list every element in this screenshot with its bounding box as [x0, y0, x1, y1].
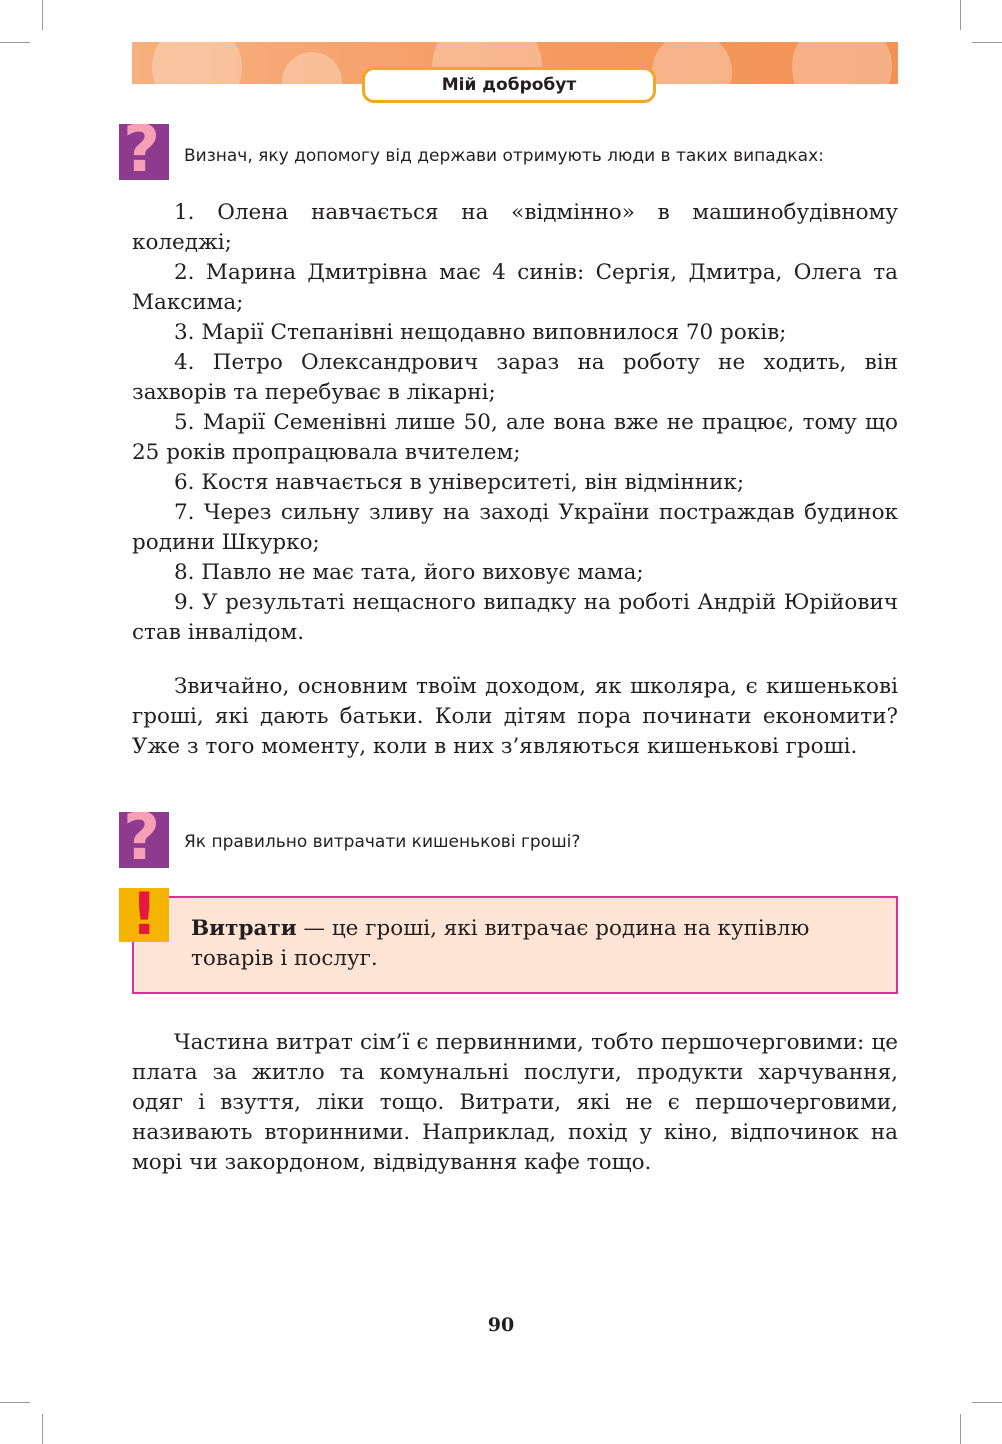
- list-item: 3. Марії Степанівні нещодавно виповнилося 70 років;: [174, 320, 787, 345]
- decor-bubble: [152, 42, 242, 84]
- list-item: 1. Олена навчається на «відмінно» в машинобудівному коледжі;: [132, 200, 898, 255]
- question-mark-icon: ?: [119, 124, 169, 180]
- list-item: 9. У результаті нещасного випадку на роботі Андрій Юрійович став інвалідом.: [132, 590, 898, 645]
- crop-mark: [0, 1402, 30, 1403]
- cases-list: [132, 198, 898, 648]
- list-item: 6. Костя навчається в університеті, він відмінник;: [174, 470, 745, 495]
- body-paragraph: [132, 1028, 898, 1178]
- decor-bubble: [652, 42, 732, 84]
- exclamation-icon: !: [119, 888, 169, 942]
- definition-box: [132, 896, 898, 994]
- definition-body: — це гроші, які витрачає родина на купівлю товарів і послуг.: [191, 916, 810, 971]
- body-paragraph: [132, 672, 898, 762]
- list-item: 2. Марина Дмитрівна має 4 синів: Сергія, Дмитра, Олега та Максима;: [132, 260, 898, 315]
- crop-mark: [42, 0, 43, 30]
- section-title: Мій добробут: [362, 67, 656, 103]
- paragraph-text: Частина витрат сім’ї є первинними, тобто першочерговими: це плата за житло та комунальні послуги, продукти харчування, одяг і взуття, ліки тощо. Витрати, які не є першочерговими, називають вторинними. Наприклад, похід у кіно, відпочинок на морі чи закордоном, відвідування кафе тощо.: [132, 1030, 898, 1175]
- crop-mark: [0, 42, 30, 43]
- crop-mark: [960, 0, 961, 30]
- paragraph-text: Звичайно, основним твоїм доходом, як школяра, є кишенькові гроші, які дають батьки. Коли дітям пора починати економити? Уже з того моменту, коли в них з’являються кишенькові гроші.: [132, 674, 898, 759]
- decor-bubble: [282, 52, 342, 84]
- list-item: 8. Павло не має тата, його виховує мама;: [174, 560, 644, 585]
- list-item: 5. Марії Семенівні лише 50, але вона вже не працює, тому що 25 років пропрацювала вчителем;: [132, 410, 898, 465]
- decor-bubble: [792, 42, 892, 84]
- list-item: 7. Через сильну зливу на заході України постраждав будинок родини Шкурко;: [132, 500, 898, 555]
- crop-mark: [42, 1414, 43, 1444]
- crop-mark: [972, 42, 1002, 43]
- page-number: 90: [487, 1314, 515, 1336]
- crop-mark: [960, 1414, 961, 1444]
- list-item: 4. Петро Олександрович зараз на роботу не ходить, він захворів та перебуває в лікарні;: [132, 350, 898, 405]
- question-mark-icon: ?: [119, 812, 169, 868]
- question-prompt: Визнач, яку допомогу від держави отримують люди в таких випадках:: [184, 146, 824, 166]
- definition-text: [191, 914, 871, 974]
- question-prompt: Як правильно витрачати кишенькові гроші?: [184, 832, 581, 852]
- crop-mark: [972, 1402, 1002, 1403]
- definition-term: Витрати: [191, 916, 297, 941]
